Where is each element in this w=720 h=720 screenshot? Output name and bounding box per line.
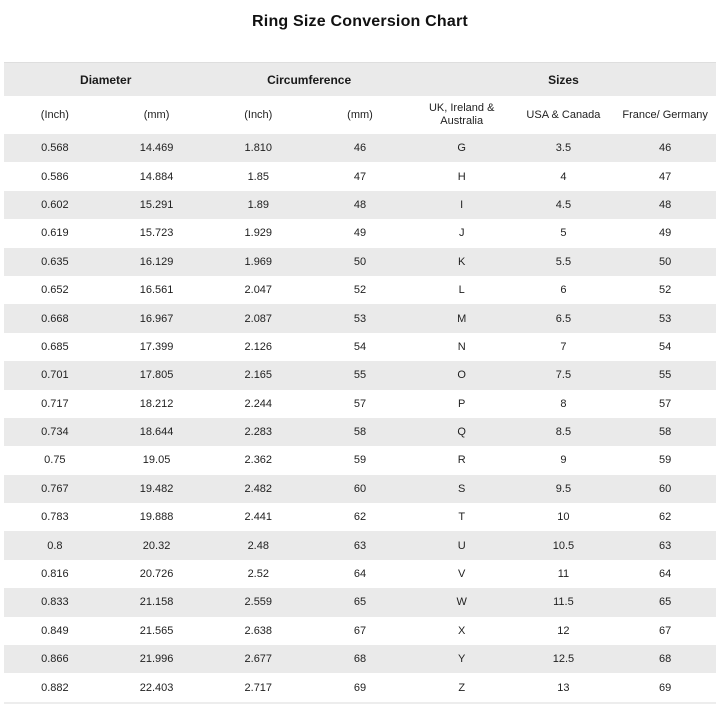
table-cell: 5.5 [555, 255, 572, 268]
table-cell: 4.5 [555, 198, 572, 211]
table-cell: 53 [353, 312, 367, 325]
table-cell: 2.087 [244, 312, 273, 325]
table-cell: 0.783 [41, 511, 69, 524]
group-header-sizes: Sizes [548, 72, 579, 87]
table-cell: 63 [659, 539, 672, 552]
table-cell: 64 [353, 568, 367, 581]
table-cell: 69 [353, 681, 367, 694]
table-cell: 0.586 [41, 170, 69, 183]
table-cell: V [458, 568, 466, 581]
table-cell: 14.469 [139, 142, 174, 155]
table-cell: 65 [659, 596, 672, 609]
table-row [4, 531, 716, 559]
table-cell: L [458, 284, 465, 297]
table-cell: 47 [353, 170, 367, 183]
table-cell: 20.32 [142, 539, 171, 552]
table-cell: G [457, 142, 466, 155]
table-row [4, 617, 716, 645]
table-group-header-row [4, 62, 716, 96]
table-row [4, 361, 716, 389]
table-cell: I [460, 198, 464, 211]
column-header-circumference-mm: (mm) [347, 108, 373, 121]
table-cell: 0.619 [41, 227, 69, 240]
table-cell: 5 [560, 227, 567, 240]
table-cell: W [456, 596, 467, 609]
table-cell: 55 [353, 369, 367, 382]
table-cell: 57 [659, 397, 672, 410]
table-cell: 49 [659, 227, 672, 240]
table-cell: 0.75 [44, 454, 66, 467]
table-cell: 48 [659, 198, 672, 211]
table-cell: 2.441 [244, 511, 273, 524]
table-cell: 0.833 [41, 596, 69, 609]
table-row [4, 560, 716, 588]
table-row [4, 191, 716, 219]
table-cell: 6.5 [555, 312, 572, 325]
table-cell: 2.165 [244, 369, 273, 382]
table-cell: 55 [659, 369, 672, 382]
table-cell: 68 [659, 653, 672, 666]
table-cell: M [457, 312, 467, 325]
table-cell: 2.48 [247, 539, 269, 552]
table-cell: 19.05 [142, 454, 171, 467]
table-cell: 1.969 [244, 255, 273, 268]
table-cell: 60 [353, 482, 367, 495]
table-cell: 59 [659, 454, 672, 467]
table-cell: 67 [659, 624, 672, 637]
table-cell: 10.5 [552, 539, 575, 552]
table-cell: 9.5 [555, 482, 572, 495]
table-cell: 22.403 [139, 681, 174, 694]
table-cell: 12.5 [552, 653, 575, 666]
table-cell: 2.482 [244, 482, 273, 495]
table-row [4, 219, 716, 247]
table-row [4, 134, 716, 162]
table-row [4, 162, 716, 190]
table-cell: 62 [353, 511, 367, 524]
table-cell: 58 [353, 426, 367, 439]
table-row [4, 645, 716, 673]
table-cell: 0.685 [41, 340, 69, 353]
table-cell: 67 [353, 624, 367, 637]
table-cell: 11.5 [553, 596, 574, 609]
column-header-usa-canada: USA & Canada [526, 108, 601, 121]
table-row [4, 475, 716, 503]
table-cell: 9 [560, 454, 567, 467]
table-cell: 54 [353, 340, 367, 353]
table-cell: 47 [659, 170, 672, 183]
table-cell: 64 [659, 568, 672, 581]
table-cell: 50 [353, 255, 367, 268]
table-cell: 21.996 [139, 653, 174, 666]
table-cell: 0.701 [41, 369, 69, 382]
table-row [4, 446, 716, 474]
table-cell: 21.565 [139, 624, 174, 637]
table-cell: 2.047 [244, 284, 273, 297]
table-cell: 7.5 [555, 369, 572, 382]
table-cell: 68 [353, 653, 367, 666]
table-cell: 49 [353, 227, 367, 240]
table-cell: 0.668 [41, 312, 69, 325]
table-cell: 52 [659, 284, 672, 297]
table-cell: 2.283 [244, 426, 273, 439]
table-cell: Y [458, 653, 466, 666]
table-cell: K [458, 255, 466, 268]
table-cell: 17.805 [139, 369, 174, 382]
column-header-circumference-inch: (Inch) [244, 108, 273, 121]
table-cell: X [458, 624, 466, 637]
table-row [4, 588, 716, 616]
table-row [4, 276, 716, 304]
table-cell: 16.129 [139, 255, 174, 268]
table-cell: Q [457, 426, 466, 439]
table-cell: 0.717 [41, 397, 69, 410]
table-cell: N [457, 340, 466, 353]
table-cell: R [457, 454, 466, 467]
table-cell: J [458, 227, 465, 240]
table-row [4, 304, 716, 332]
table-cell: 50 [659, 255, 672, 268]
table-cell: 52 [353, 284, 367, 297]
table-cell: 2.638 [244, 624, 273, 637]
table-cell: T [458, 511, 466, 524]
table-cell: H [457, 170, 466, 183]
table-cell: 14.884 [139, 170, 174, 183]
table-cell: 4 [560, 170, 567, 183]
table-body [4, 134, 716, 702]
table-cell: 2.126 [244, 340, 273, 353]
table-cell: 15.291 [139, 198, 174, 211]
table-cell: 2.52 [247, 568, 269, 581]
table-cell: 53 [659, 312, 672, 325]
table-cell: 60 [659, 482, 672, 495]
table-cell: 21.158 [139, 596, 174, 609]
table-cell: 18.644 [139, 426, 174, 439]
table-cell: 0.866 [41, 653, 69, 666]
table-cell: 2.362 [244, 454, 273, 467]
table-cell: O [457, 369, 466, 382]
table-cell: S [458, 482, 466, 495]
table-cell: 12 [557, 624, 570, 637]
table-row [4, 390, 716, 418]
table-cell: 3.5 [555, 142, 572, 155]
table-cell: 63 [353, 539, 367, 552]
table-row [4, 673, 716, 701]
column-header-diameter-inch: (Inch) [40, 108, 69, 121]
table-cell: 0.882 [41, 681, 69, 694]
table-cell: 1.89 [247, 198, 269, 211]
table-cell: 57 [353, 397, 367, 410]
table-cell: 46 [353, 142, 367, 155]
table-row [4, 248, 716, 276]
table-cell: 11 [557, 568, 570, 581]
table-cell: 16.561 [139, 284, 174, 297]
table-cell: 65 [353, 596, 367, 609]
table-row [4, 503, 716, 531]
table-cell: 0.568 [41, 142, 69, 155]
table-cell: 54 [659, 340, 672, 353]
table-row [4, 333, 716, 361]
table-cell: 19.482 [139, 482, 174, 495]
table-cell: 0.635 [41, 255, 69, 268]
table-cell: 2.244 [244, 397, 273, 410]
table-cell: 6 [560, 284, 567, 297]
table-column-header-row [4, 96, 716, 134]
table-cell: 0.767 [41, 482, 69, 495]
table-cell: 17.399 [139, 340, 174, 353]
table-cell: 1.810 [244, 142, 273, 155]
table-cell: 10 [557, 511, 570, 524]
column-header-france-germany: France/ Germany [622, 108, 708, 121]
column-header-uk-ireland-australia: UK, Ireland & Australia [428, 102, 495, 127]
table-cell: 2.677 [244, 653, 273, 666]
table-cell: 62 [659, 511, 672, 524]
table-cell: 8 [560, 397, 567, 410]
ring-size-conversion-table [4, 62, 716, 704]
table-cell: 8.5 [555, 426, 572, 439]
table-cell: 59 [353, 454, 367, 467]
group-header-circumference: Circumference [267, 72, 352, 87]
table-cell: 0.734 [41, 426, 69, 439]
table-cell: 13 [557, 681, 570, 694]
table-cell: 18.212 [139, 397, 174, 410]
table-cell: 69 [659, 681, 672, 694]
table-cell: 0.816 [41, 568, 69, 581]
page-title: Ring Size Conversion Chart [252, 13, 468, 30]
table-cell: 0.849 [41, 624, 69, 637]
table-cell: 1.85 [247, 170, 269, 183]
table-cell: 7 [560, 340, 567, 353]
table-cell: 1.929 [244, 227, 273, 240]
column-header-diameter-mm: (mm) [143, 108, 170, 121]
table-cell: 20.726 [139, 568, 174, 581]
table-cell: 2.717 [244, 681, 273, 694]
table-cell: 19.888 [139, 511, 174, 524]
table-row [4, 418, 716, 446]
group-header-diameter: Diameter [80, 72, 132, 87]
table-cell: 0.8 [47, 539, 63, 552]
table-cell: 16.967 [139, 312, 174, 325]
table-cell: 48 [353, 198, 367, 211]
table-cell: P [458, 397, 466, 410]
table-cell: 0.652 [41, 284, 69, 297]
table-cell: 46 [659, 142, 672, 155]
table-cell: 58 [659, 426, 672, 439]
table-cell: Z [458, 681, 466, 694]
table-cell: 0.602 [41, 198, 69, 211]
table-cell: 2.559 [244, 596, 273, 609]
table-cell: U [457, 539, 466, 552]
table-cell: 15.723 [139, 227, 174, 240]
